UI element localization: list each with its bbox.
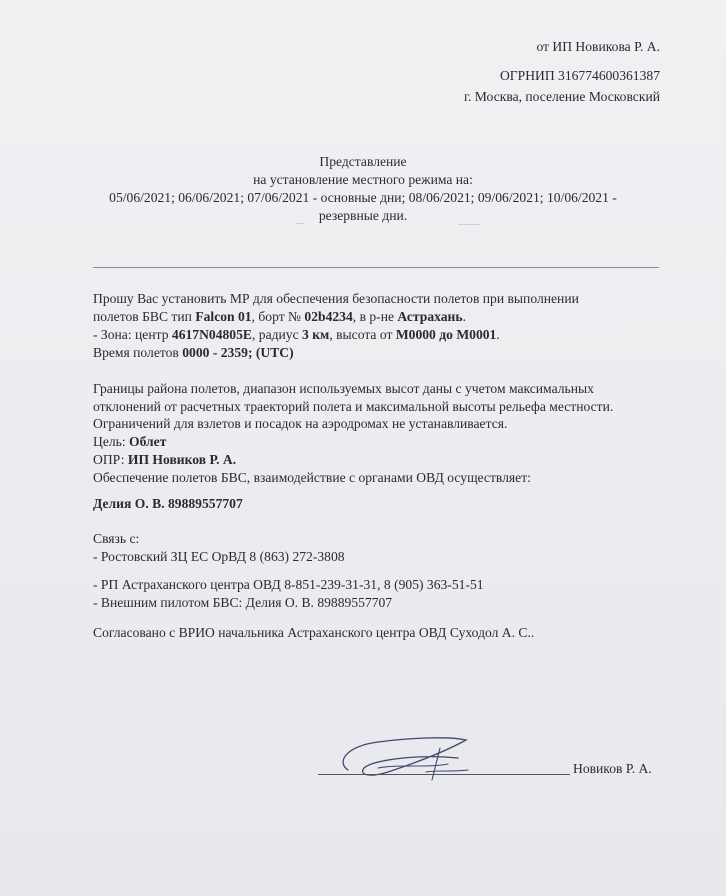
request-line-4: Время полетов 0000 - 2359; (UTC) (93, 345, 294, 360)
aircraft-type: Falcon 01 (195, 309, 252, 324)
limits-line-1: Границы района полетов, диапазон используемых высот даны с учетом максимальных (93, 381, 594, 396)
signature-line (318, 774, 570, 775)
horizontal-rule (93, 267, 659, 268)
signature-scribble (328, 728, 488, 788)
limits-line-3: Ограничений для взлетов и посадок на аэродромах не устанавливается. (93, 416, 508, 431)
zone-center: 4617N04805E (171, 327, 252, 342)
doc-title: Представление (319, 154, 407, 169)
request-line-1: Прошу Вас установить МР для обеспечения безопасности полетов при выполнении (93, 291, 579, 306)
request-line-2: полетов БВС тип Falcon 01, борт № 02b4234, в р-не Астрахань. (93, 309, 466, 324)
doc-subtitle: на установление местного режима на: (253, 172, 473, 187)
purpose-line: Цель: Облет (93, 434, 167, 449)
support-line: Обеспечение полетов БВС, взаимодействие с органами ОВД осуществляет: (93, 470, 531, 485)
doc-reserve: резервные дни. (318, 208, 408, 223)
sender-ogrnip: ОГРНИП 316774600361387 (499, 68, 660, 83)
zone-radius: 3 км (302, 327, 330, 342)
signer-name: Новиков Р. А. (573, 761, 652, 776)
contact-rostov: - Ростовский ЗЦ ЕС ОрВД 8 (863) 272-3808 (93, 549, 345, 564)
sender-from: от ИП Новикова Р. А. (536, 39, 660, 54)
board-number: 02b4234 (304, 309, 353, 324)
agreed-line: Согласовано с ВРИО начальника Астраханского центра ОВД Суходол А. С.. (93, 625, 535, 640)
sender-address: г. Москва, поселение Московский (463, 89, 660, 104)
region: Астрахань (397, 309, 463, 324)
limits-line-2: отклонений от расчетных траекторий полета и максимальной высоты рельефа местности. (93, 399, 614, 414)
contacts-label: Связь с: (93, 531, 140, 546)
opr-line: ОПР: ИП Новиков Р. А. (93, 452, 237, 467)
opr-value: ИП Новиков Р. А. (127, 452, 237, 467)
request-line-3: - Зона: центр 4617N04805E, радиус 3 км, высота от М0000 до М0001. (93, 327, 500, 342)
contact-astrakhan: - РП Астраханского центра ОВД 8-851-239-31-31, 8 (905) 363-51-51 (93, 577, 484, 592)
altitude-range: М0000 до М0001 (395, 327, 497, 342)
doc-dates: 05/06/2021; 06/06/2021; 07/06/2021 - основные дни; 08/06/2021; 09/06/2021; 10/06/2021 - (109, 190, 617, 205)
purpose-value: Облет (129, 434, 167, 449)
scan-artifact (458, 224, 480, 225)
scan-artifact (296, 223, 304, 224)
support-contact: Делия О. В. 89889557707 (93, 496, 243, 511)
contact-pilot: - Внешним пилотом БВС: Делия О. В. 89889557707 (93, 595, 393, 610)
flight-time: 0000 - 2359; (UTC) (182, 345, 294, 360)
